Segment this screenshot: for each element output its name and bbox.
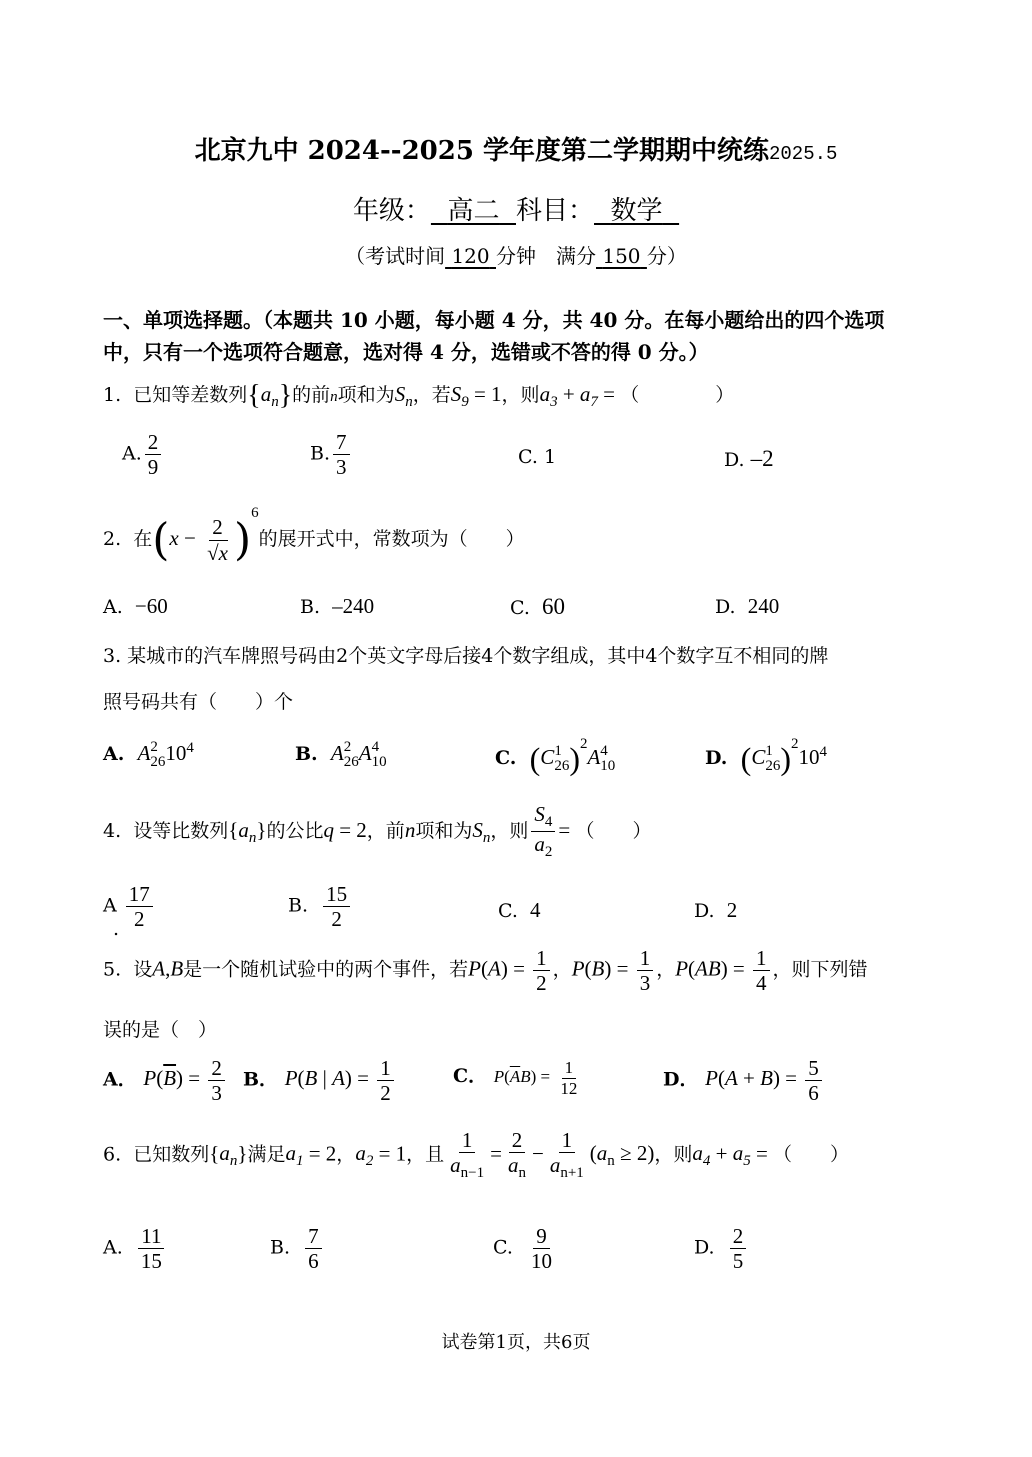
page-title xyxy=(0,130,1032,167)
q1-option-d[interactable]: D. –2 xyxy=(724,446,774,471)
question-3-line2: 照号码共有（ ）个 xyxy=(103,691,294,713)
q4-option-b[interactable]: B. $\frac{15}{2}$ xyxy=(288,882,353,931)
subject-value: 数学 xyxy=(610,196,663,226)
q4-option-a[interactable]: A $\frac{17}{2}$ xyxy=(103,882,156,931)
q5-option-d[interactable]: D． P(A + B) = $\frac{5}{6}$ xyxy=(663,1056,825,1105)
q1-option-c[interactable]: C. 1 xyxy=(518,446,557,468)
q1-option-a[interactable]: A. $\frac{2}{9}$ xyxy=(122,430,164,479)
q4-option-d[interactable]: D. 2 xyxy=(694,898,738,922)
q4-option-a-dot: . xyxy=(113,918,120,940)
q2-option-c[interactable]: C. 60 xyxy=(510,594,565,619)
q4-option-c[interactable]: C. 4 xyxy=(498,898,541,922)
q6-option-d[interactable]: D. $\frac{2}{5}$ xyxy=(694,1224,749,1273)
grade-value: 高二 xyxy=(447,196,500,226)
question-2: 2. 在(x − $\frac{2}{√x}$ )$^6$的展开式中，常数项为（ ） xyxy=(103,505,525,566)
section-heading-line2: 中，只有一个选项符合题意，选对得 4 分，选错或不答的得 0 分。） xyxy=(103,340,709,364)
grade-subject-line: 年级： 高二 科目： 数学 xyxy=(0,190,1032,227)
page-footer: 试卷第1页，共6页 xyxy=(441,1332,591,1353)
q2-option-d[interactable]: D. 240 xyxy=(715,594,780,618)
q2-option-a[interactable]: A. −60 xyxy=(103,594,168,618)
question-1: 1. 已知等差数列$\{a_n\}$的前n项和为$S_n$，若$S_9 = 1$，则$a_3 + a_7$ = （ ） xyxy=(103,380,735,411)
q5-option-b[interactable]: B． P(B | A) = $\frac{1}{2}$ xyxy=(243,1056,397,1105)
q3-option-a[interactable]: A. A 2 26 $10^4$ xyxy=(103,739,194,770)
exam-info: （考试时间 120 分钟 满分 150 分） xyxy=(345,244,687,268)
q6-option-b[interactable]: B. $\frac{7}{6}$ xyxy=(270,1224,325,1273)
q5-option-c[interactable]: C． $P(\overline{A}B)$ = $\frac{1}{12}$ xyxy=(453,1058,578,1098)
exam-title: 北京九中 2024--2025 学年度第二学期期中统练 xyxy=(194,136,769,166)
question-5-line2: 误的是（ ） xyxy=(103,1019,218,1041)
q3-option-d[interactable]: D. (C 1 26 )$^210^4$ xyxy=(705,736,827,777)
exam-date: 2025.5 xyxy=(769,143,838,165)
q3-option-b[interactable]: B. A 2 26 A 4 10 xyxy=(295,739,387,770)
q2-option-b[interactable]: B. –240 xyxy=(300,594,375,618)
q6-option-a[interactable]: A. $\frac{11}{15}$ xyxy=(103,1224,168,1273)
question-5: 5. 设A,B是一个随机试验中的两个事件，若P(A) = $\frac{1}{2}$ ，P(B) = $\frac{1}{3}$ ，P(AB) = $\frac{1}{4}$ ，则下列错 xyxy=(103,946,868,996)
section-heading-line1: 一、单项选择题。（本题共 10 小题，每小题 4 分，共 40 分。在每小题给出的四个选项 xyxy=(103,308,885,332)
q1-option-b[interactable]: B. $\frac{7}{3}$ xyxy=(310,430,353,479)
question-6: 6. 已知数列$\{a_n\}$满足$a_1 = 2$，$a_2 = 1$，且 $\frac{1}{a_{n-1}}$ = $\frac{2}{a_n}$ − $\frac{1}{a_{n+1}}$ $(a_n \ge 2)$，则$a_4 + a_5$ = （ ） xyxy=(103,1128,850,1182)
q6-option-c[interactable]: C. $\frac{9}{10}$ xyxy=(493,1224,552,1274)
question-3-line1: 3. 某城市的汽车牌照号码由2个英文字母后接4个数字组成，其中4个数字互不相同的牌 xyxy=(103,645,829,667)
question-4: 4. 设等比数列$\{a_n\}$的公比q = 2，前n项和为$S_n$，则 $\frac{S_4}{a_2}$ = （ ） xyxy=(103,802,652,861)
q3-option-c[interactable]: C. (C 1 26 )$^2$A 4 10 xyxy=(495,736,616,777)
q5-option-a[interactable]: A． $P(\overline{B})$ = $\frac{2}{3}$ xyxy=(103,1056,228,1105)
